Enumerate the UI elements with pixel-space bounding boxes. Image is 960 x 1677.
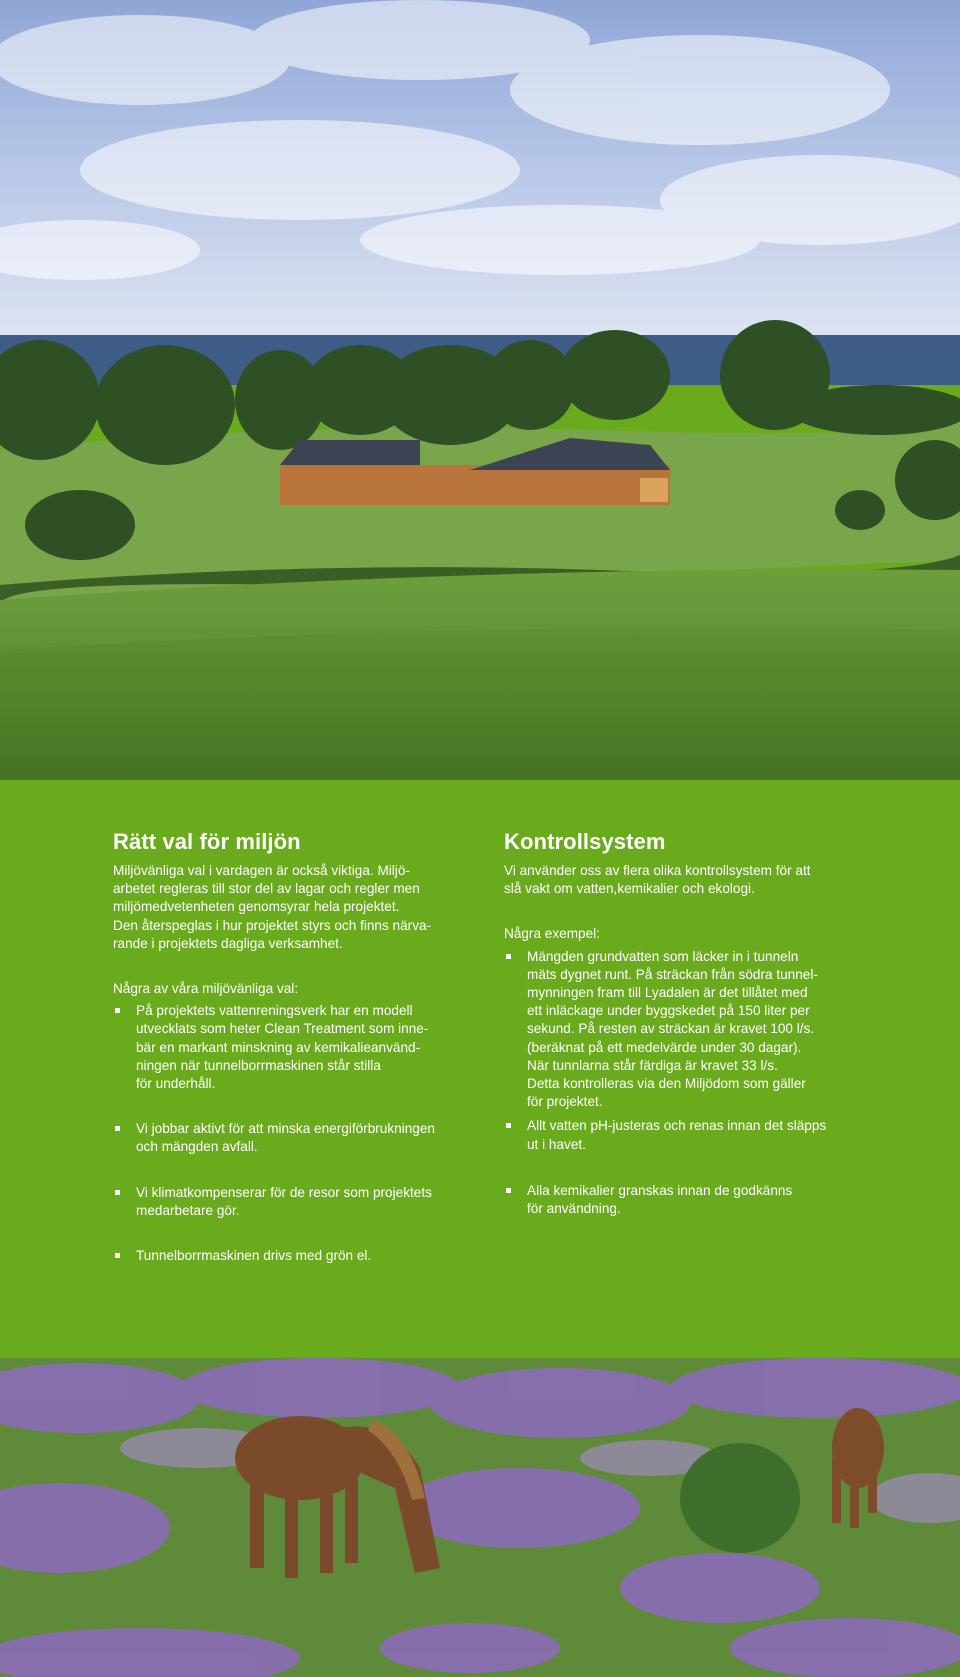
- control-systems-intro: Vi använder oss av flera olika kontrollsystem för att slå vakt om vatten,kemikalier och ekologi.: [504, 863, 811, 897]
- list-item-text: Vi jobbar aktivt för att minska energiförbrukningen och mängden avfall.: [136, 1121, 435, 1155]
- list-item-text: På projektets vattenreningsverk har en modell utvecklats som heter Clean Treatment som inne- bär en markant minskning av kemikalieanvänd- ningen när tunnelborrmaskinen står stilla för underhåll.: [136, 1003, 429, 1092]
- info-panel: [0, 780, 960, 1358]
- control-systems-list: [504, 948, 854, 1219]
- horses-photo: [0, 1358, 960, 1677]
- farmhouse-landscape-image: [0, 0, 960, 780]
- list-item-text: Allt vatten pH-justeras och renas innan det släpps ut i havet.: [527, 1118, 827, 1152]
- list-item-text: Tunnelborrmaskinen drivs med grön el.: [136, 1248, 372, 1264]
- environment-intro: Miljövänliga val i vardagen är också viktiga. Miljö- arbetet regleras till stor del av lagar och regler men miljömedvetenheten genomsyrar hela projektet. Den återspeglas i hur projektet styrs och finns närva- rande i projektets dagliga verksamhet.: [113, 863, 432, 951]
- list-item: [504, 948, 854, 1112]
- bullet-icon: [115, 1190, 120, 1195]
- bullet-icon: [115, 1253, 120, 1258]
- bullet-icon: [506, 1123, 511, 1128]
- environment-list-lead: Några av våra miljövänliga val:: [113, 981, 299, 997]
- control-systems-list-lead: Några exempel:: [504, 926, 600, 942]
- environment-heading: Rätt val för miljön: [113, 829, 301, 854]
- environment-column: [113, 828, 463, 1292]
- list-item: [504, 1117, 854, 1153]
- list-item: [113, 1002, 463, 1093]
- list-item: [113, 1184, 463, 1220]
- list-item: [504, 1182, 854, 1218]
- list-item-text: Vi klimatkompenserar för de resor som projektets medarbetare gör.: [136, 1184, 432, 1218]
- bullet-icon: [506, 1188, 511, 1193]
- control-systems-heading: Kontrollsystem: [504, 829, 666, 854]
- list-item-text: Alla kemikalier granskas innan de godkänns för användning.: [527, 1182, 793, 1217]
- list-item: [113, 1120, 463, 1156]
- control-systems-column: [504, 828, 854, 1224]
- environment-list: [113, 1002, 463, 1265]
- bullet-icon: [115, 1126, 120, 1131]
- horses-heather-image: [0, 1358, 960, 1677]
- landscape-photo: [0, 0, 960, 780]
- bullet-icon: [115, 1008, 120, 1013]
- bullet-icon: [506, 954, 511, 959]
- list-item: [113, 1247, 463, 1265]
- list-item-text: Mängden grundvatten som läcker in i tunneln mäts dygnet runt. På sträckan från södra tunnel- mynningen fram till Lyadalen är det tillåtet med ett inläckage under byggskedet på 150 liter per sekund. På resten av sträckan är kravet 100 l/s. (beräknat på ett medelvärde under 30 dagar). När tunnlarna står färdiga är kravet 33 l/s. Detta kontrolleras via den Miljödom som gäller för projektet.: [527, 948, 818, 1110]
